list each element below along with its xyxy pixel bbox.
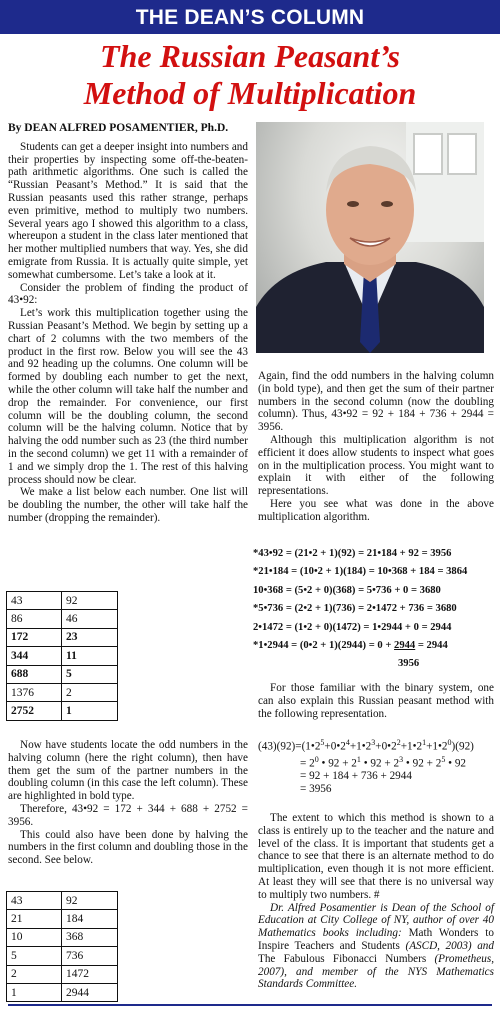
calc-row: *21•184 = (10•2 + 1)(184) = 10•368 + 184 = 3864 — [253, 566, 468, 578]
calc-row: 10•368 = (5•2 + 0)(368) = 5•736 + 0 = 3680 — [253, 584, 441, 596]
binary-row: = $2^0$ • $92 + 2^1$ • $92 + 2^3$ • $92 + 2^5$ • 92 — [300, 754, 467, 770]
table-row: 86 46 — [7, 610, 118, 628]
binary-intro — [258, 682, 494, 720]
headline-line-2: Method of Multiplication — [83, 75, 417, 111]
left-column-text-2 — [8, 739, 248, 867]
halving-doubling-table — [6, 891, 118, 1002]
calc-total: 3956 — [398, 658, 420, 670]
binary-representation — [258, 737, 494, 796]
table-row: 21 184 — [7, 910, 118, 928]
paragraph: Although this multiplication algorithm is not efficient it does allow students to inspect what goes on in the multiplication process. You might want to explain it with either of the following representations. — [258, 433, 494, 498]
binary-row: $(43)(92)=(1•2^5+0•2^4+1•2^3+0•2^2+1•2^1+1•2^0)(92)$ — [258, 738, 474, 753]
table-row: 1376 2 — [7, 683, 118, 701]
paragraph: Consider the problem of finding the product of 43•92: — [8, 281, 248, 307]
paragraph: Students can get a deeper insight into numbers and their properties by inspecting some off-the-beaten-path arithmetic algorithms. One such is called the “Russian Peasant’s Method.” It is said that the Russian peasants used this rather strange, perhaps even primitive, method to multiply two numbers. Several years ago I showed this algorithm to a class, whereupon a student in the class later mentioned that her mother multiplied numbers that way. Yes, she did emigrate from Russia. It is actually quite simple, yet somewhat cumbersome. Let’s take a look at it. — [8, 140, 248, 281]
doubling-halving-table — [6, 591, 118, 721]
byline: By DEAN ALFRED POSAMENTIER, Ph.D. — [8, 122, 229, 134]
table-row: 688 5 — [7, 665, 118, 683]
table-row: 43 92 — [7, 592, 118, 610]
paragraph: The extent to which this method is shown to a class is entirely up to the teacher and the nature and level of the class. It is important that students get a chance to see that there is an alternate method to do multiplication, even though it is not more efficient. At least they will see that there is no universal way to multiply two numbers. # — [258, 812, 494, 901]
table-row: 10 368 — [7, 928, 118, 946]
calc-row: *1•2944 = (0•2 + 1)(2944) = 0 + 2944 = 2944 — [253, 640, 448, 652]
left-column-text — [8, 122, 248, 525]
paragraph: Here you see what was done in the above multiplication algorithm. — [258, 497, 494, 523]
author-portrait-illustration — [256, 122, 484, 353]
headline-line-1: The Russian Peasant’s — [100, 38, 400, 74]
paragraph: This could also have been done by halving the numbers in the first column and doubling those in the second. See below. — [8, 828, 248, 867]
table-row: 2 1472 — [7, 965, 118, 983]
author-photo — [256, 122, 484, 353]
calc-row: 2•1472 = (1•2 + 0)(1472) = 1•2944 + 0 = 2944 — [253, 621, 452, 633]
paragraph: Therefore, 43•92 = 172 + 344 + 688 + 2752 = 3956. — [8, 802, 248, 828]
author-bio: Dr. Alfred Posamentier is Dean of the School of Education at City College of NY, author of over 40 Mathematics books including: Math Wonders to Inspire Teachers and Students (ASCD, 2003) and The Fabulous Fibonacci Numbers (Prometheus, 2007), and member of the NYS Mathematics Standards Committee. — [258, 901, 495, 991]
column-banner: THE DEAN’S COLUMN — [0, 0, 500, 34]
bottom-rule — [8, 1004, 492, 1006]
table-row: 1 2944 — [7, 983, 118, 1001]
paragraph: We make a list below each number. One list will be doubling the number, the other will take half the number (dropping the remainder). — [8, 486, 248, 524]
calc-row: *43•92 = (21•2 + 1)(92) = 21•184 + 92 = 3956 — [253, 548, 452, 559]
table-row: 172 23 — [7, 628, 118, 646]
table-row: 344 11 — [7, 647, 118, 665]
table-row: 43 92 — [7, 892, 118, 910]
paragraph: Now have students locate the odd numbers in the halving column (here the right column), then have them get the sum of the partner numbers in the doubling column (in this case the left column). These are highlighted in bold type. — [8, 739, 248, 803]
paragraph: For those familiar with the binary system, one can also explain this Russian peasant method with the following representation. — [258, 682, 494, 720]
calc-row: *5•736 = (2•2 + 1)(736) = 2•1472 + 736 = 3680 — [253, 603, 457, 615]
binary-row: = 3956 — [300, 782, 332, 795]
conclusion-text — [258, 812, 494, 991]
table-row: 2752 1 — [7, 702, 118, 720]
article-headline — [0, 38, 500, 112]
right-column-text — [258, 370, 494, 524]
paragraph: Let’s work this multiplication together using the Russian Peasant’s Method. We begin by setting up a chart of 2 columns with the two members of the product in the first row. Below you will see the 43 and 92 heading up the columns. One column will be formed by doubling each number to get the next, while the other column will take half the number and drop the remainder. For convenience, our first column will be the doubling column, the second column will be the halving column. Notice that by halving the odd number such as 23 (the third number in the second column) we get 11 with a remainder of 1 and we simply drop the 1. The rest of this halving process should now be clear. — [8, 307, 248, 486]
binary-row: = 92 + 184 + 736 + 2944 — [300, 770, 412, 783]
table-row: 5 736 — [7, 947, 118, 965]
multiplication-breakdown — [253, 545, 491, 674]
paragraph: Again, find the odd numbers in the halving column (in bold type), and then get the sum of their partner numbers in the second column (now the doubling column). Thus, 43•92 = 92 + 184 + 736 + 2944 = 3956. — [258, 370, 494, 434]
